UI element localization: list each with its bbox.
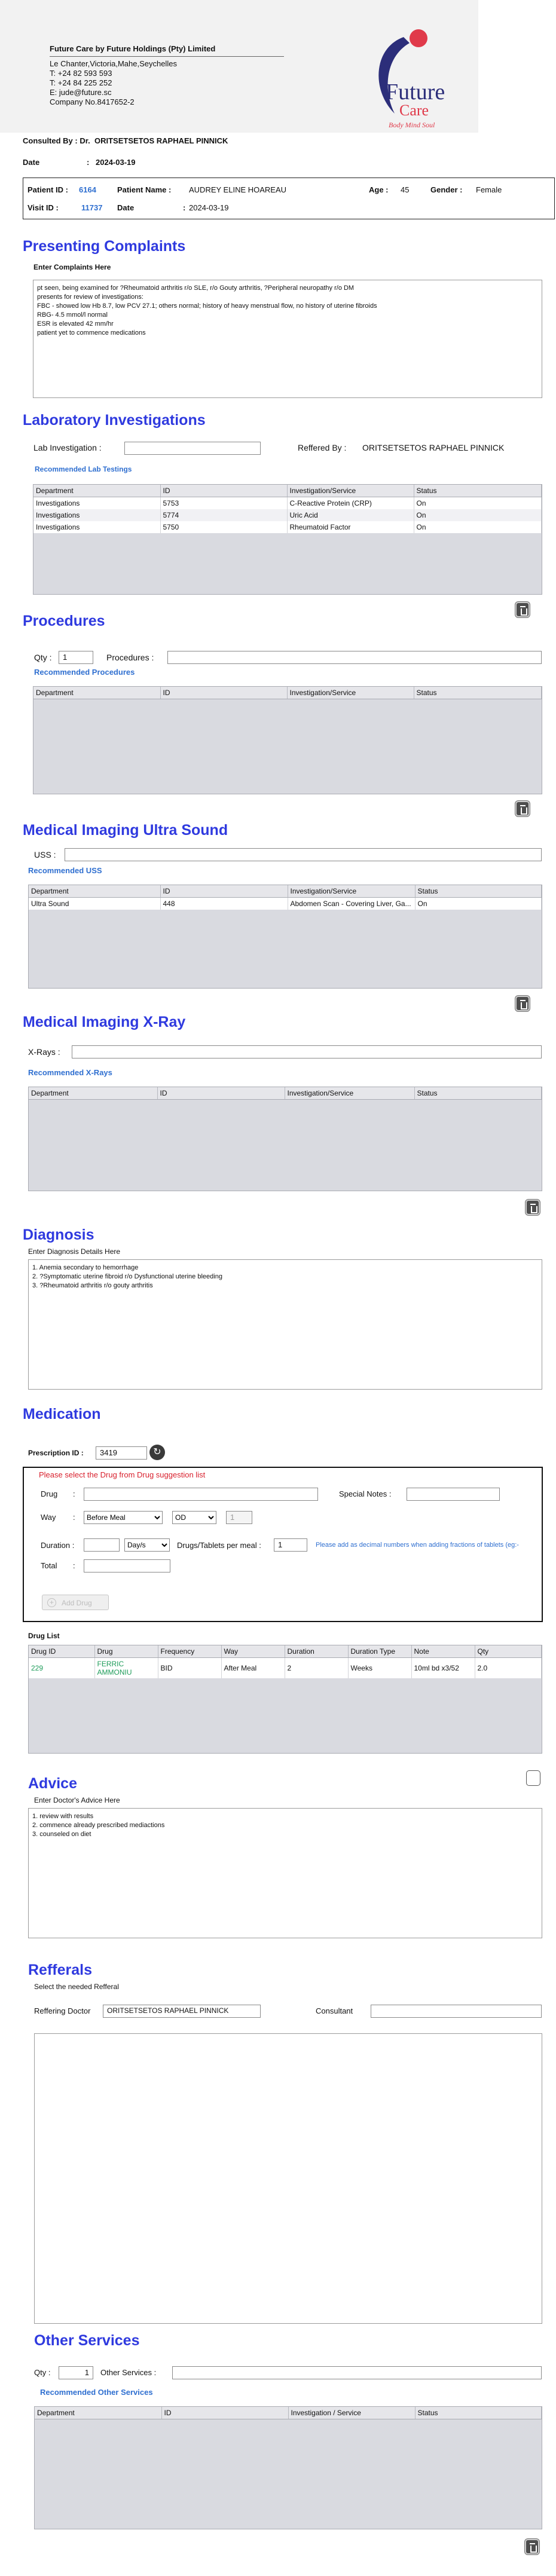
complaint-line: patient yet to commence medications <box>37 329 146 336</box>
consultant-label: Consultant <box>316 2006 353 2015</box>
procedures-recommended-heading: Recommended Procedures <box>34 668 135 677</box>
way-label: Way <box>41 1513 56 1522</box>
col-id[interactable]: ID <box>161 2407 288 2419</box>
advice-title: Advice <box>28 1775 77 1792</box>
col-status[interactable]: Status <box>414 1087 542 1100</box>
procedures-label: Procedures : <box>106 653 154 662</box>
duration-label: Duration : <box>41 1541 75 1550</box>
cell-frequency: BID <box>158 1658 221 1679</box>
patient-id: 6164 <box>79 185 96 194</box>
cell-drug: FERRIC AMMONIU <box>94 1658 158 1679</box>
consulted-doctor: ORITSETSETOS RAPHAEL PINNICK <box>94 136 228 145</box>
consulted-by-label: Consulted By : Dr. <box>23 136 90 145</box>
procedures-grid <box>33 686 542 794</box>
lab-input-label: Lab Investigation : <box>33 443 102 452</box>
frequency-number: 1 <box>226 1511 252 1524</box>
col-investigation[interactable]: Investigation/Service <box>285 1087 414 1100</box>
col-department[interactable]: Department <box>35 2407 161 2419</box>
company-name: Future Care by Future Holdings (Pty) Limited <box>50 44 284 57</box>
cell-status: On <box>414 521 542 533</box>
cell-status: On <box>414 509 542 521</box>
logo-word-future: Future <box>386 79 445 105</box>
frequency-select[interactable] <box>172 1511 216 1524</box>
cell-drug-id: 229 <box>29 1658 94 1679</box>
lab-title: Laboratory Investigations <box>23 412 206 429</box>
patient-date: 2024-03-19 <box>189 203 229 212</box>
diagnosis-subtitle: Enter Diagnosis Details Here <box>28 1247 121 1256</box>
drug-input[interactable] <box>84 1488 318 1501</box>
company-number: Company No.8417652-2 <box>50 97 135 106</box>
cell-id: 448 <box>160 898 288 910</box>
referrals-title: Refferals <box>28 1962 92 1978</box>
prescription-id-label: Prescription ID : <box>28 1449 84 1457</box>
col-investigation[interactable]: Investigation/Service <box>287 485 414 497</box>
procedures-delete-icon[interactable] <box>515 801 530 816</box>
xray-grid <box>28 1087 542 1191</box>
cell-status: On <box>415 898 542 910</box>
complaint-line: pt seen, being examined for ?Rheumatoid arthritis r/o SLE, r/o Gouty arthritis, ?Peripheral neuropathy r/o DM <box>37 284 355 292</box>
drug-warning: Please select the Drug from Drug suggestion list <box>39 1470 206 1479</box>
drug-list-title: Drug List <box>28 1632 60 1640</box>
logo-tagline: Body Mind Soul <box>389 121 435 129</box>
complaint-line: RBG- 4.5 mmol/l normal <box>37 311 108 319</box>
date-sep: : <box>87 158 90 167</box>
procedures-title: Procedures <box>23 613 105 629</box>
lab-grid <box>33 484 542 595</box>
other-services-grid <box>34 2406 542 2529</box>
visit-id-label: Visit ID : <box>28 203 59 212</box>
company-info <box>50 44 289 107</box>
patient-id-label: Patient ID : <box>28 185 68 194</box>
procedures-input[interactable] <box>167 651 542 664</box>
patient-date-sep: : <box>183 203 186 212</box>
col-note[interactable]: Note <box>411 1645 475 1658</box>
logo-word-care: Care <box>399 102 429 119</box>
drug-label: Drug <box>41 1489 58 1498</box>
prescription-id-input[interactable]: 3419 <box>96 1446 147 1460</box>
other-recommended-heading: Recommended Other Services <box>40 2388 153 2397</box>
col-status[interactable]: Status <box>415 2407 542 2419</box>
uss-recommended-heading: Recommended USS <box>28 866 102 875</box>
table-row[interactable] <box>33 521 542 533</box>
patient-date-label: Date <box>117 203 135 212</box>
cell-department: Investigations <box>33 509 160 521</box>
diagnosis-title: Diagnosis <box>23 1226 94 1243</box>
date-label: Date <box>23 158 40 167</box>
xray-delete-icon[interactable] <box>526 1200 540 1215</box>
col-id[interactable]: ID <box>160 687 287 699</box>
drug-colon: : <box>73 1489 75 1498</box>
lab-recommended-heading: Recommended Lab Testings <box>35 465 132 473</box>
cell-note: 10ml bd x3/52 <box>411 1658 475 1679</box>
way-select[interactable] <box>84 1511 163 1524</box>
col-department[interactable]: Department <box>33 485 160 497</box>
col-way[interactable]: Way <box>221 1645 285 1658</box>
other-services-delete-icon[interactable] <box>525 2539 539 2554</box>
col-status[interactable]: Status <box>414 687 542 699</box>
patient-age-label: Age : <box>369 185 389 194</box>
cell-investigation: Abdomen Scan - Covering Liver, Ga... <box>288 898 415 910</box>
refresh-icon[interactable]: ↻ <box>149 1445 165 1460</box>
referring-doctor-input[interactable]: ORITSETSETOS RAPHAEL PINNICK <box>103 2005 261 2018</box>
col-id[interactable]: ID <box>157 1087 285 1100</box>
cell-id: 5750 <box>160 521 287 533</box>
lab-reffered-label: Reffered By : <box>298 443 347 452</box>
col-department[interactable]: Department <box>29 1087 157 1100</box>
uss-delete-icon[interactable] <box>515 996 530 1011</box>
total-label: Total <box>41 1561 57 1570</box>
company-tel: T: +24 82 593 593 <box>50 69 112 78</box>
drug-list-grid <box>28 1645 542 1754</box>
cell-id: 5774 <box>160 509 287 521</box>
xray-title: Medical Imaging X-Ray <box>23 1014 186 1030</box>
col-id[interactable]: ID <box>160 885 288 898</box>
other-qty-label: Qty : <box>34 2368 51 2377</box>
patient-info-box <box>23 178 555 219</box>
col-department[interactable]: Department <box>33 687 160 699</box>
uss-input[interactable] <box>65 848 542 861</box>
patient-gender-label: Gender : <box>430 185 463 194</box>
complaints-subtitle: Enter Complaints Here <box>33 263 111 271</box>
col-investigation[interactable]: Investigation / Service <box>288 2407 415 2419</box>
future-care-logo <box>353 24 460 131</box>
visit-id: 11737 <box>81 203 103 212</box>
xray-recommended-heading: Recommended X-Rays <box>28 1068 112 1077</box>
cell-department: Investigations <box>33 497 160 510</box>
other-qty-input[interactable]: 1 <box>59 2366 93 2379</box>
diagnosis-textarea[interactable] <box>28 1259 542 1390</box>
diagnosis-line: 1. Anemia secondary to hemorrhage <box>32 1264 139 1271</box>
col-frequency[interactable]: Frequency <box>158 1645 221 1658</box>
col-status[interactable]: Status <box>414 485 542 497</box>
add-drug-label: Add Drug <box>62 1599 92 1607</box>
cell-duration-type: Weeks <box>348 1658 411 1679</box>
tablets-per-meal-label: Drugs/Tablets per meal : <box>177 1541 261 1550</box>
cell-department: Investigations <box>33 521 160 533</box>
special-notes-label: Special Notes : <box>339 1489 392 1498</box>
patient-age: 45 <box>401 185 410 194</box>
col-drug[interactable]: Drug <box>94 1645 158 1658</box>
cell-investigation: Uric Acid <box>287 509 414 521</box>
tablets-per-meal-input[interactable]: 1 <box>274 1538 307 1552</box>
advice-line: 2. commence already prescribed mediactions <box>32 1822 165 1829</box>
other-services-label: Other Services : <box>100 2368 157 2377</box>
col-id[interactable]: ID <box>160 485 287 497</box>
company-fax: T: +24 84 225 252 <box>50 78 112 87</box>
diagnosis-line: 3. ?Rheumatoid arthritis r/o gouty arthritis <box>32 1282 153 1289</box>
medication-title: Medication <box>23 1406 101 1422</box>
col-status[interactable]: Status <box>415 885 542 898</box>
table-row[interactable] <box>33 497 542 510</box>
complaints-title: Presenting Complaints <box>23 238 186 255</box>
cell-id: 5753 <box>160 497 287 510</box>
advice-line: 3. counseled on diet <box>32 1831 91 1838</box>
complaint-line: FBC - showed low Hb 8.7, low PCV 27.1; others normal; history of heavy menstrual flow, no history of uterine fibroids <box>37 302 377 310</box>
advice-line: 1. review with results <box>32 1813 94 1820</box>
patient-name-label: Patient Name : <box>117 185 172 194</box>
uss-input-label: USS : <box>34 850 56 859</box>
table-row[interactable] <box>29 1658 542 1679</box>
advice-textarea[interactable] <box>28 1808 542 1938</box>
lab-delete-icon[interactable] <box>515 602 530 617</box>
company-address: Le Chanter,Victoria,Mahe,Seychelles <box>50 59 177 68</box>
cell-way: After Meal <box>221 1658 285 1679</box>
col-investigation[interactable]: Investigation/Service <box>288 885 415 898</box>
uss-grid <box>28 885 542 989</box>
table-row[interactable] <box>33 509 542 521</box>
col-department[interactable]: Department <box>29 885 160 898</box>
patient-name: AUDREY ELINE HOAREAU <box>189 185 287 194</box>
lab-investigation-input[interactable] <box>124 442 261 455</box>
drug-list-delete-icon[interactable] <box>526 1770 540 1786</box>
referring-doctor-label: Reffering Doctor <box>34 2006 91 2015</box>
col-drug-id[interactable]: Drug ID <box>29 1645 94 1658</box>
duration-type-select[interactable] <box>124 1538 170 1552</box>
referral-details-textarea[interactable] <box>34 2033 542 2324</box>
cell-qty: 2.0 <box>475 1658 542 1679</box>
col-duration-type[interactable]: Duration Type <box>348 1645 411 1658</box>
date-value: 2024-03-19 <box>96 158 136 167</box>
other-services-title: Other Services <box>34 2332 140 2349</box>
lab-reffered-value: ORITSETSETOS RAPHAEL PINNICK <box>362 443 505 452</box>
total-colon: : <box>73 1561 75 1570</box>
consultant-input[interactable] <box>371 2005 542 2018</box>
table-row[interactable] <box>29 898 542 910</box>
duration-input[interactable] <box>84 1538 120 1552</box>
complaint-line: ESR is elevated 42 mm/hr <box>37 320 114 328</box>
plus-icon: + <box>47 1598 56 1607</box>
fraction-hint: Please add as decimal numbers when adding fractions of tablets (eg:- <box>316 1541 519 1549</box>
special-notes-input[interactable] <box>407 1488 500 1501</box>
col-investigation[interactable]: Investigation/Service <box>287 687 414 699</box>
other-services-input[interactable] <box>172 2366 542 2379</box>
procedures-qty-input[interactable]: 1 <box>59 651 93 664</box>
cell-investigation: C-Reactive Protein (CRP) <box>287 497 414 510</box>
add-drug-button[interactable] <box>42 1595 109 1610</box>
cell-duration: 2 <box>285 1658 348 1679</box>
cell-investigation: Rheumatoid Factor <box>287 521 414 533</box>
total-input[interactable] <box>84 1559 170 1572</box>
xray-input-label: X-Rays : <box>28 1047 60 1057</box>
diagnosis-line: 2. ?Symptomatic uterine fibroid r/o Dysfunctional uterine bleeding <box>32 1273 222 1280</box>
advice-subtitle: Enter Doctor's Advice Here <box>34 1796 120 1804</box>
procedures-qty-label: Qty : <box>34 653 52 662</box>
cell-department: Ultra Sound <box>29 898 160 910</box>
complaint-line: presents for review of investigations: <box>37 293 143 301</box>
col-duration[interactable]: Duration <box>285 1645 348 1658</box>
cell-status: On <box>414 497 542 510</box>
referrals-subtitle: Select the needed Refferal <box>34 1983 119 1991</box>
patient-gender: Female <box>476 185 502 194</box>
uss-title: Medical Imaging Ultra Sound <box>23 822 228 839</box>
col-qty[interactable]: Qty <box>475 1645 542 1658</box>
complaints-textarea[interactable] <box>33 280 542 398</box>
company-email: E: jude@future.sc <box>50 88 112 97</box>
xray-input[interactable] <box>72 1045 542 1058</box>
way-colon: : <box>73 1513 75 1522</box>
